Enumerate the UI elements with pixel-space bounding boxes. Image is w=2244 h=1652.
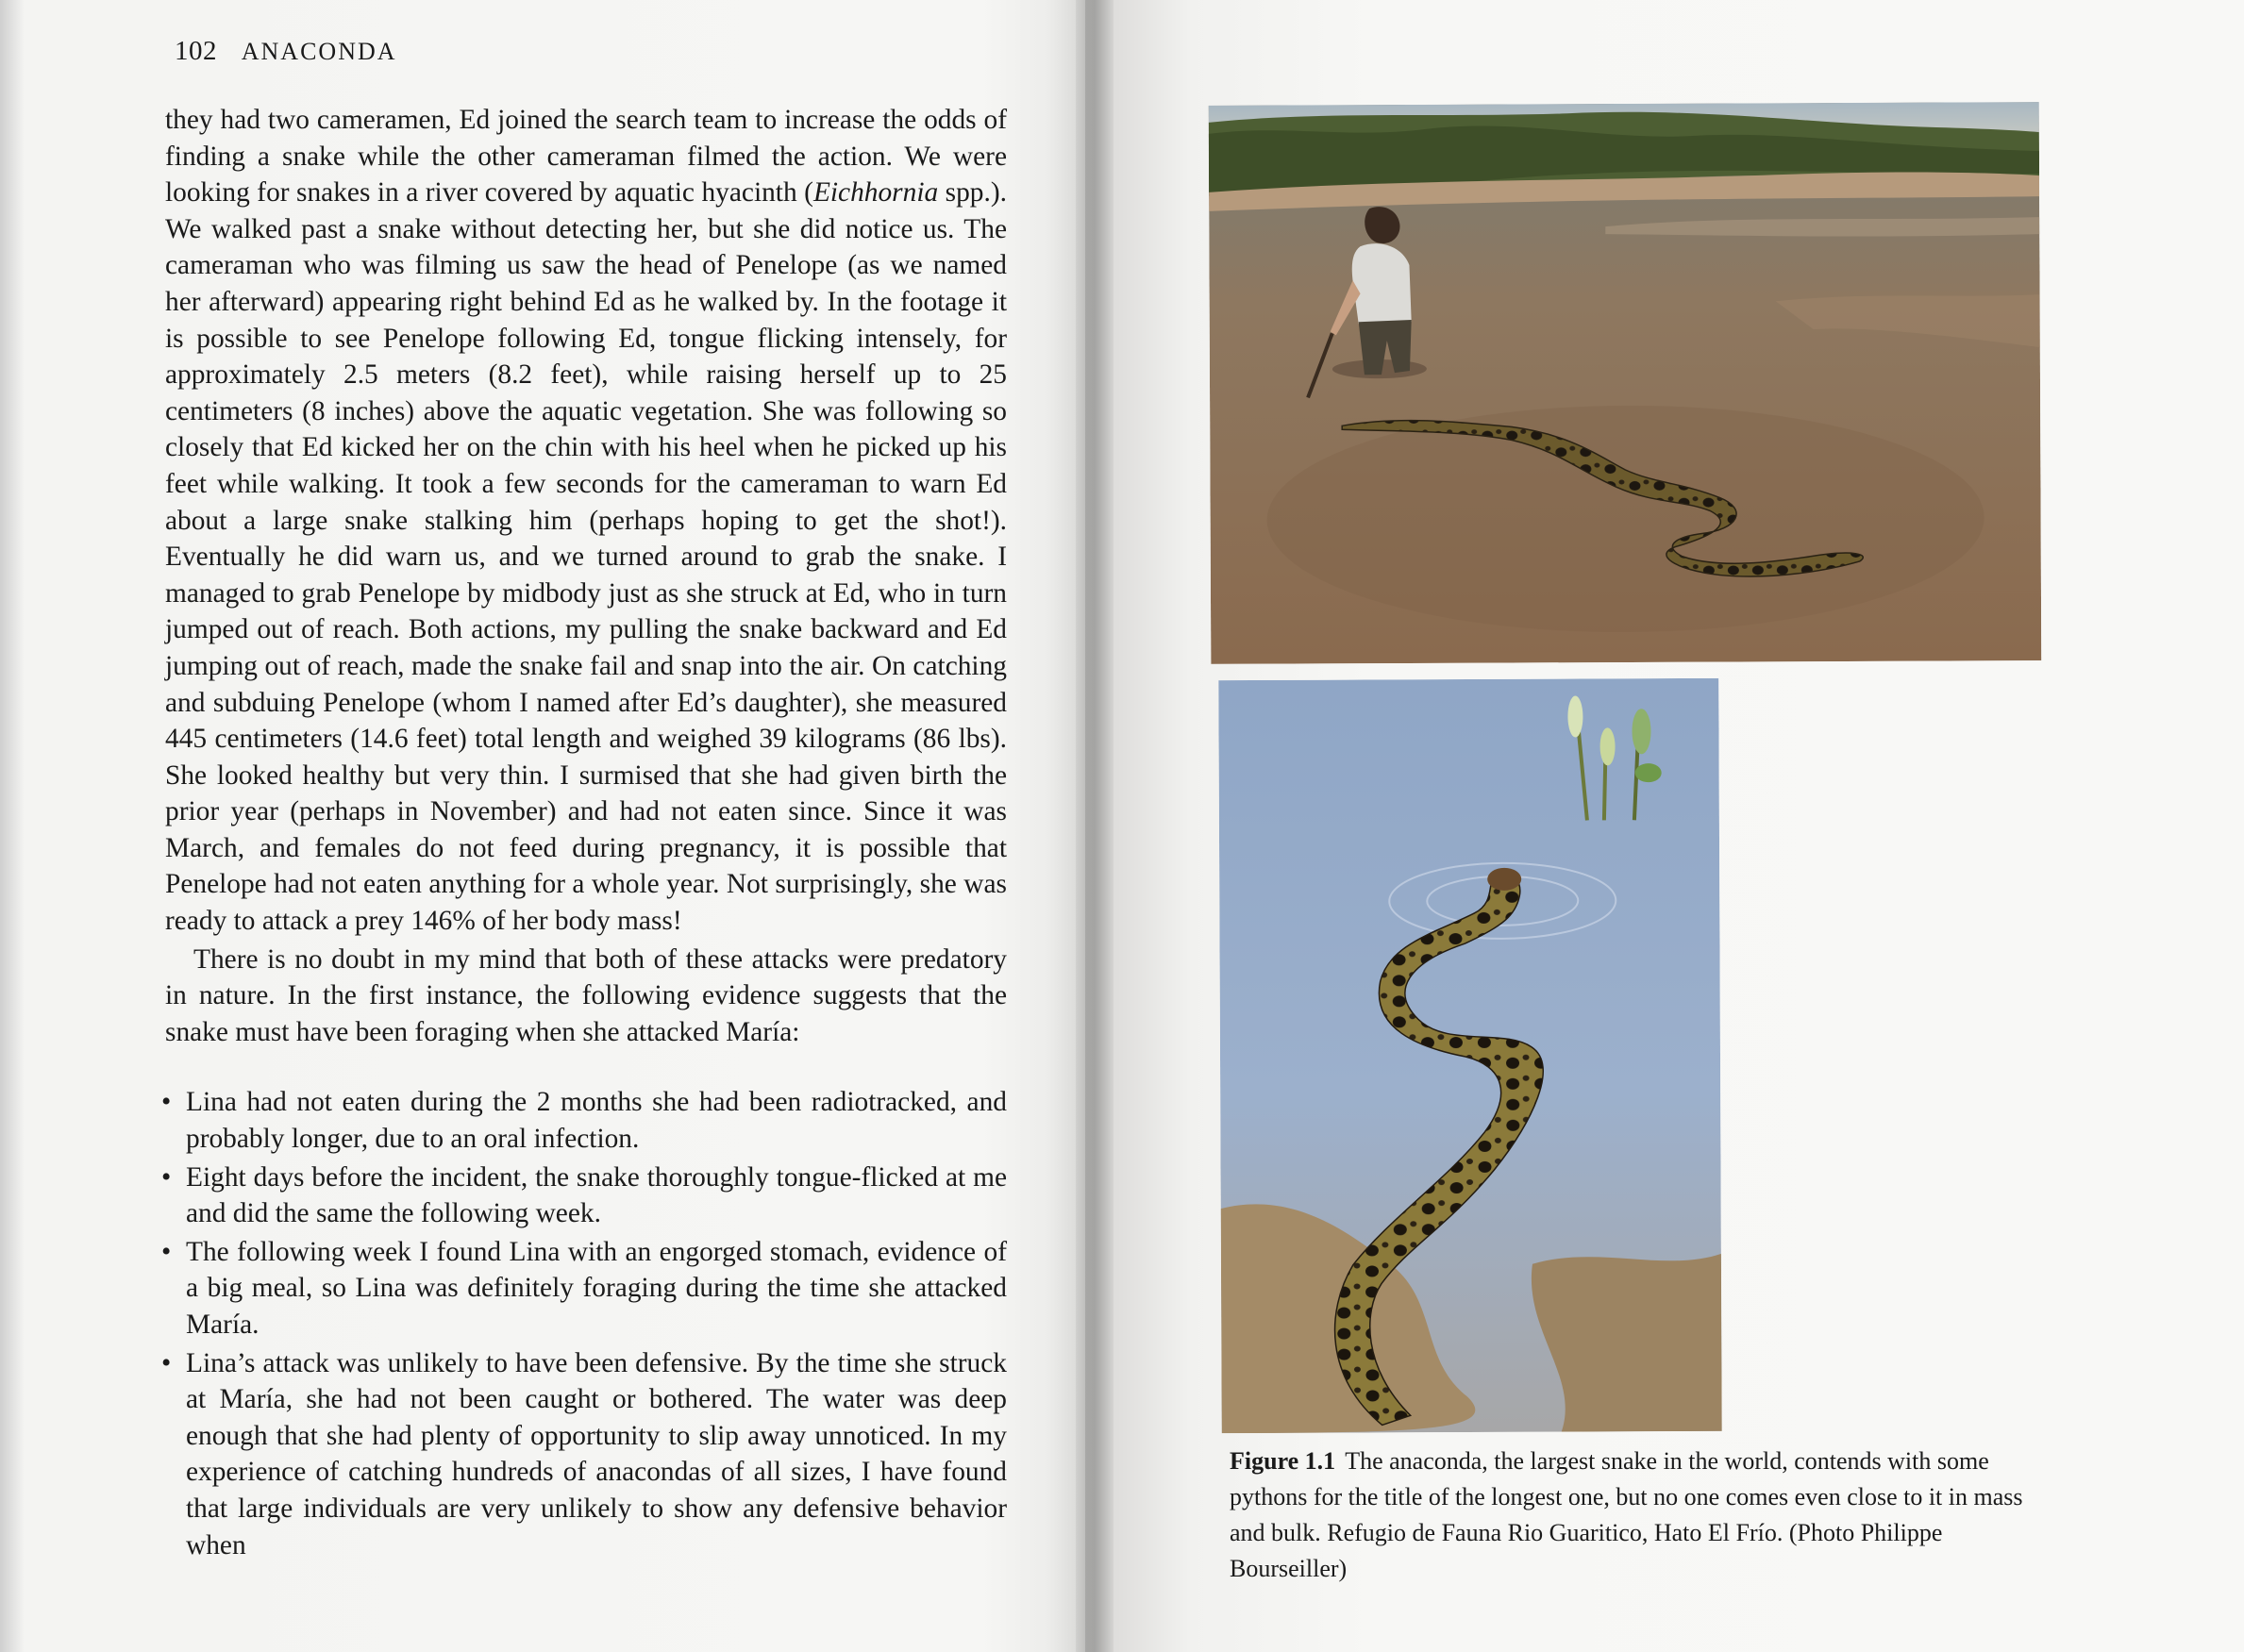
list-item-text: The following week I found Lina with an engorged stomach, evidence of a big meal, so Lina was definitely foraging during the time she attacked María. — [186, 1236, 1007, 1340]
paragraph-1-part-b: spp.). We walked past a snake without detecting her, but she did notice us. The cameraman who was filming us saw the head of Penelope (as we named her afterward) appearing right behind Ed as he walked by. In the footage it is possible to see Penelope following Ed, tongue flicking intensely, for approximately 2.5 meters (8.2 feet), while raising herself up to 25 centimeters (8 inches) above the aquatic vegetation. She was following so closely that Ed kicked her on the chin with his heel when he picked up his feet while walking. It took a few seconds for the cameraman to warn Ed about a large snake stalking him (perhaps hoping to get the shot!). Eventually he did warn us, and we turned around to grab the snake. I managed to grab Penelope by midbody just as she struck at Ed, who in turn jumped out of reach. Both actions, my pulling the snake backward and Ed jumping out of reach, made the snake fail and snap into the air. On catching and subduing Penelope (whom I named after Ed’s daughter), she measured 445 centimeters (14.6 feet) total length and weighed 39 kilograms (86 lbs). She looked healthy but very thin. I surmised that she had given birth the prior year (perhaps in November) and had not eaten since. Since it was March, and females do not feed during pregnancy, it is possible that Penelope had not eaten anything for a whole year. Not surprisingly, she was ready to attack a prey 146% of her body mass! — [165, 177, 1007, 937]
page-number: 102 — [175, 36, 217, 66]
bullet-icon: • — [161, 1087, 172, 1118]
running-title: ANACONDA — [241, 38, 397, 65]
evidence-list — [161, 1084, 1007, 1563]
paragraph-1-part-a: they had two cameramen, Ed joined the search team to increase the odds of finding a snake while the other cameraman filmed the action. We were looking for snakes in a river covered by aquatic hyacinth ( — [165, 105, 1007, 209]
body-text — [161, 102, 1007, 1565]
paragraph-1 — [165, 102, 1007, 940]
list-item — [161, 1084, 1007, 1157]
book-gutter — [1076, 0, 1114, 1652]
list-item-text: Lina had not eaten during the 2 months she had been radiotracked, and probably longer, due to an oral infection. — [186, 1087, 1007, 1155]
list-item-text: Eight days before the incident, the snake thoroughly tongue-flicked at me and did the same the following week. — [186, 1161, 1007, 1229]
bullet-icon: • — [161, 1161, 172, 1193]
bullet-icon: • — [161, 1347, 172, 1378]
photo-man-with-anaconda — [1209, 102, 2042, 664]
species-name: Eichhornia — [812, 177, 939, 209]
photo-man-with-anaconda-image — [1209, 102, 2042, 664]
photo-anaconda-in-water — [1218, 678, 1721, 1433]
photo-anaconda-in-water-image — [1218, 678, 1721, 1433]
list-item — [161, 1234, 1007, 1343]
list-item — [161, 1345, 1007, 1564]
running-header — [175, 36, 397, 67]
paragraph-2: There is no doubt in my mind that both of these attacks were predatory in nature. In the first instance, the following evidence suggests that the snake must have been foraging when she attacked María: — [165, 943, 1007, 1047]
figure-caption-text: The anaconda, the largest snake in the world, contends with some pythons for the title of the longest one, but no one comes even close to it in mass and bulk. Refugio de Fauna Rio Guaritico, Hato El Frío. (Photo Philippe Bourseiller) — [1230, 1447, 2023, 1582]
bullet-icon: • — [161, 1236, 172, 1267]
figure-caption — [1230, 1443, 2041, 1587]
figure-label: Figure 1.1 — [1230, 1447, 1336, 1475]
list-item-text: Lina’s attack was unlikely to have been defensive. By the time she struck at María, she had not been caught or bothered. The water was deep enough that she had plenty of opportunity to slip away unnoticed. In my experience of catching hundreds of anacondas of all sizes, I have found that large individuals are very unlikely to show any defensive behavior when — [186, 1347, 1007, 1560]
list-item — [161, 1160, 1007, 1232]
